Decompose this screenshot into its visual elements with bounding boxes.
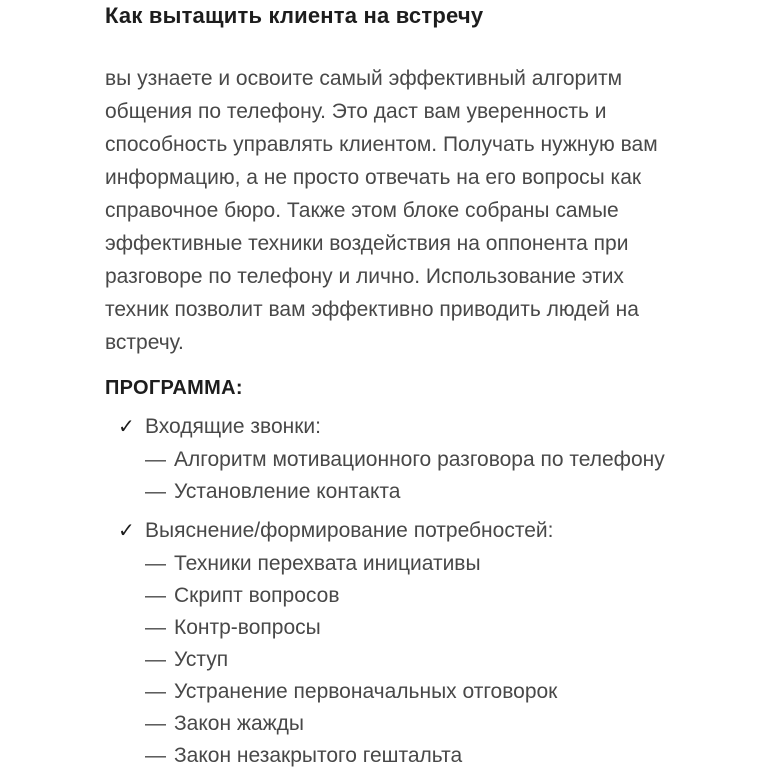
checkmark-icon: ✓ <box>118 520 135 542</box>
dash-icon: — <box>145 648 166 671</box>
dash-icon: — <box>145 584 166 607</box>
list-item <box>145 548 665 580</box>
list-item <box>145 476 665 508</box>
dash-icon: — <box>145 616 166 639</box>
program-heading: ПРОГРАММА: <box>105 377 243 399</box>
list-item-text: Контр-вопросы <box>174 616 321 639</box>
program-group-head <box>105 410 665 444</box>
dash-icon: — <box>145 552 166 575</box>
list-item-text: Установление контакта <box>174 480 401 503</box>
list-item-text: Уступ <box>174 648 229 671</box>
program-group-title: Выяснение/формирование потребностей: <box>145 519 554 542</box>
list-item <box>145 612 665 644</box>
list-item-text: Техники перехвата инициативы <box>174 552 481 575</box>
dash-icon: — <box>145 712 166 735</box>
list-item-text: Устранение первоначальных отговорок <box>174 680 558 703</box>
checkmark-icon: ✓ <box>118 416 135 438</box>
list-item <box>145 740 665 772</box>
list-item-text: Алгоритм мотивационного разговора по телефону <box>174 448 665 471</box>
course-description-section <box>105 0 665 772</box>
list-item <box>145 644 665 676</box>
program-group-title: Входящие звонки: <box>145 415 321 438</box>
list-item <box>145 676 665 708</box>
program-group-incoming-calls <box>105 410 665 508</box>
list-item-text: Скрипт вопросов <box>174 584 340 607</box>
program-group-head <box>105 514 665 548</box>
dash-icon: — <box>145 680 166 703</box>
program-group-needs-formation <box>105 514 665 772</box>
list-item <box>145 708 665 740</box>
dash-icon: — <box>145 448 166 471</box>
list-item-text: Закон жажды <box>174 712 305 735</box>
course-description-paragraph: вы узнаете и освоите самый эффективный алгоритм общения по телефону. Это даст вам уверенность и способность управлять клиентом. Получать нужную вам информацию, а не просто отвечать на его вопросы как справочное бюро. Также этом блоке собраны самые эффективные техники воздействия на оппонента при разговоре по телефону и лично. Использование этих техник позволит вам эффективно приводить людей на встречу. <box>105 67 658 354</box>
list-item <box>145 580 665 612</box>
list-item-text: Закон незакрытого гештальта <box>174 744 463 767</box>
program-subitem-list <box>105 548 665 772</box>
list-item <box>145 444 665 476</box>
page-title: Как вытащить клиента на встречу <box>105 3 484 28</box>
dash-icon: — <box>145 744 166 767</box>
program-subitem-list <box>105 444 665 508</box>
dash-icon: — <box>145 480 166 503</box>
